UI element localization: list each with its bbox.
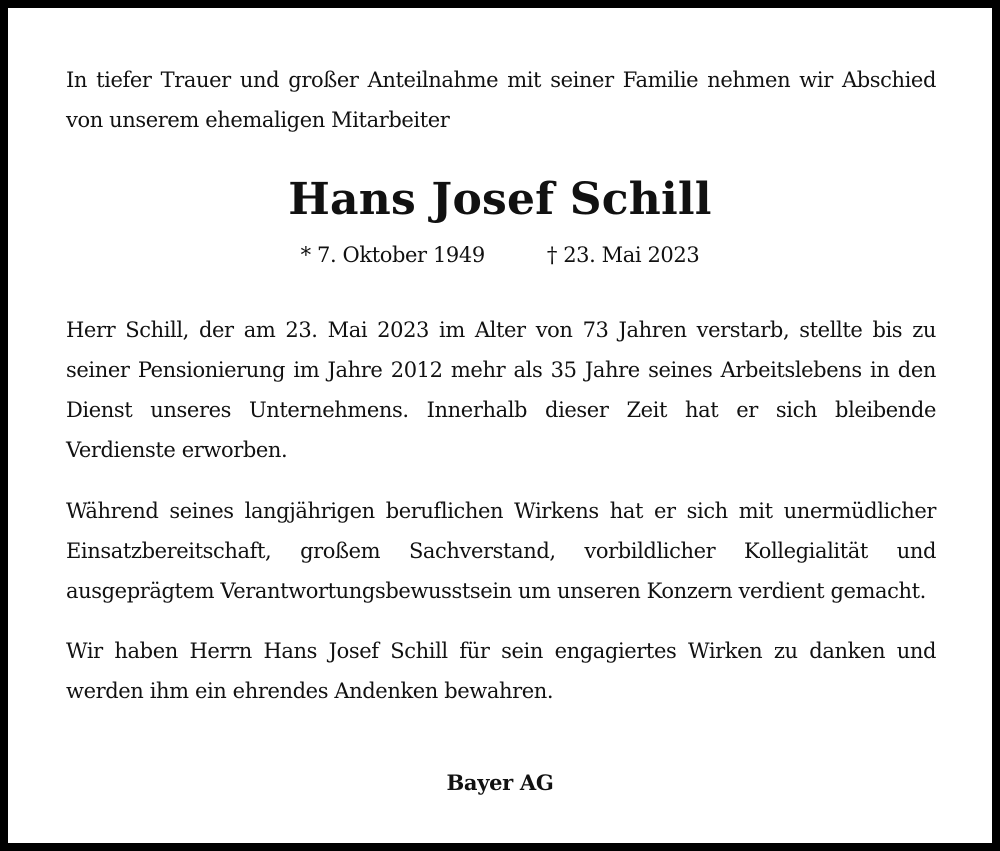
life-dates: [8, 240, 992, 270]
deceased-name: Hans Josef Schill: [288, 174, 712, 225]
paragraph-thanks: Wir haben Herrn Hans Josef Schill für sein engagiertes Wirken zu danken und werden ihm ein ehrendes Andenken bewahren.: [66, 639, 936, 703]
paragraph-merits: Während seines langjährigen beruflichen Wirkens hat er sich mit unermüdlicher Einsatzbereitschaft, großem Sachverstand, vorbildlicher Kollegialität und ausgeprägtem Verantwortungsbewusstsein um unseren Konzern verdient gemacht.: [66, 499, 936, 603]
death-date: † 23. Mai 2023: [546, 243, 700, 267]
intro-text: In tiefer Trauer und großer Anteilnahme mit seiner Familie nehmen wir Abschied von unserem ehemaligen Mitarbeiter: [66, 68, 936, 132]
birth-date: * 7. Oktober 1949: [300, 243, 485, 267]
paragraph-career: Herr Schill, der am 23. Mai 2023 im Alter von 73 Jahren verstarb, stellte bis zu seiner Pensionierung im Jahre 2012 mehr als 35 Jahre seines Arbeitslebens in den Dienst unseres Unternehmens. Innerhalb dieser Zeit hat er sich bleibende Verdienste erworben.: [66, 318, 936, 462]
company-signature: Bayer AG: [446, 770, 554, 795]
